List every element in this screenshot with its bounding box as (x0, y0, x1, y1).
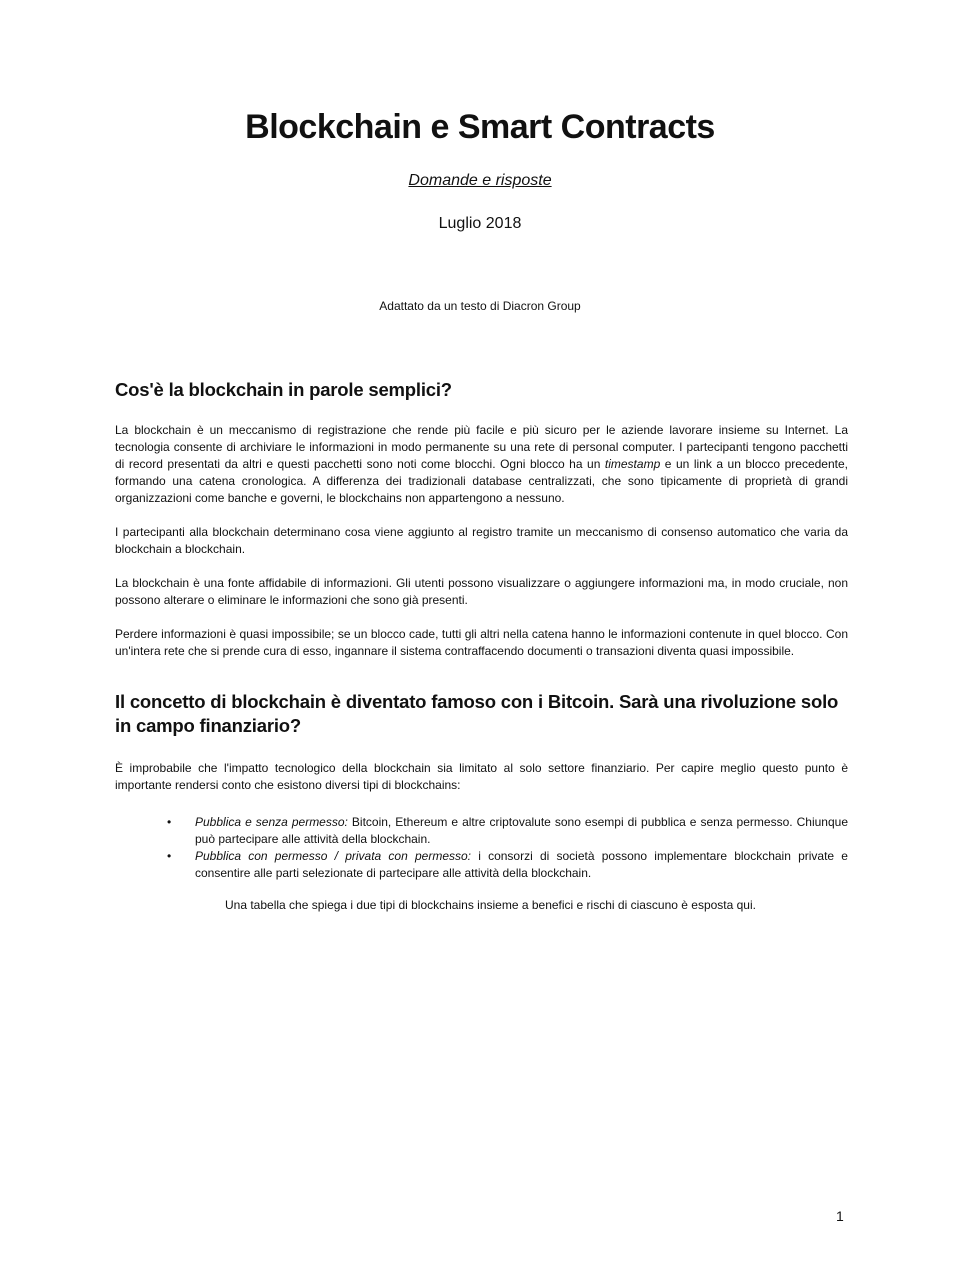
list-item-label: Pubblica e senza permesso: (195, 815, 348, 829)
blockchain-types-list (115, 814, 848, 882)
list-item-label: Pubblica con permesso / privata con permesso: (195, 849, 471, 863)
document-date: Luglio 2018 (438, 215, 522, 232)
list-item (167, 848, 848, 882)
paragraph-blockchain-types-intro: È improbabile che l'impatto tecnologico della blockchain sia limitato al solo settore finanziario. Per capire meglio questo punto è importante rendersi conto che esistono diversi tipi di blockchains: (115, 761, 848, 792)
page-number: 1 (836, 1208, 844, 1224)
list-item (167, 814, 848, 848)
section-heading-bitcoin-revolution: Il concetto di blockchain è diventato famoso con i Bitcoin. Sarà una rivoluzione solo in campo finanziario? (115, 691, 839, 736)
list-item-text: i consorzi di società possono implementare blockchain private e consentire alle parti selezionate di partecipare alle attività della blockchain. (195, 849, 848, 880)
bullet-icon: • (167, 849, 172, 863)
section-heading-what-is-blockchain: Cos'è la blockchain in parole semplici? (115, 379, 452, 400)
paragraph-reliability: La blockchain è una fonte affidabile di informazioni. Gli utenti possono visualizzare o aggiungere informazioni ma, in modo cruciale, non possono alterare o eliminare le informazioni che sono già presenti. (115, 576, 848, 607)
paragraph-definition (115, 422, 848, 507)
emphasis-timestamp: timestamp (604, 457, 661, 471)
document-attribution: Adattato da un testo di Diacron Group (379, 299, 581, 313)
paragraph-text: La blockchain è un meccanismo di registrazione che rende più facile e più sicuro per le aziende lavorare insieme su Internet. La tecnologia consente di archiviare le informazioni in modo permanente su una rete di personal computer. I partecipanti tengono pacchetti di record presentati da altri e questi pacchetti sono noti come blocchi. Ogni blocco ha un (115, 423, 848, 471)
bullet-icon: • (167, 815, 172, 829)
table-reference-note: Una tabella che spiega i due tipi di blockchains insieme a benefici e rischi di ciascuno è esposta qui. (225, 898, 756, 912)
document-title: Blockchain e Smart Contracts (245, 108, 715, 146)
document-subtitle: Domande e risposte (408, 172, 552, 189)
paragraph-consensus: I partecipanti alla blockchain determinano cosa viene aggiunto al registro tramite un meccanismo di consenso automatico che varia da blockchain a blockchain. (115, 525, 848, 556)
list-item-text: Bitcoin, Ethereum e altre criptovalute sono esempi di pubblica e senza permesso. Chiunque può partecipare alle attività della blockchain. (195, 815, 848, 846)
document-body (115, 378, 848, 914)
paragraph-security: Perdere informazioni è quasi impossibile; se un blocco cade, tutti gli altri nella catena hanno le informazioni contenute in quel blocco. Con un'intera rete che si prende cura di esso, ingannare il sistema contraffacendo documenti o transazioni diventa quasi impossibile. (115, 627, 848, 658)
paragraph-text: e un link a un blocco precedente, formando una catena cronologica. A differenza dei tradizionali database centralizzati, che sono tipicamente di proprietà di grandi organizzazioni come banche e governi, le blockchains non appartengono a nessuno. (115, 457, 848, 505)
